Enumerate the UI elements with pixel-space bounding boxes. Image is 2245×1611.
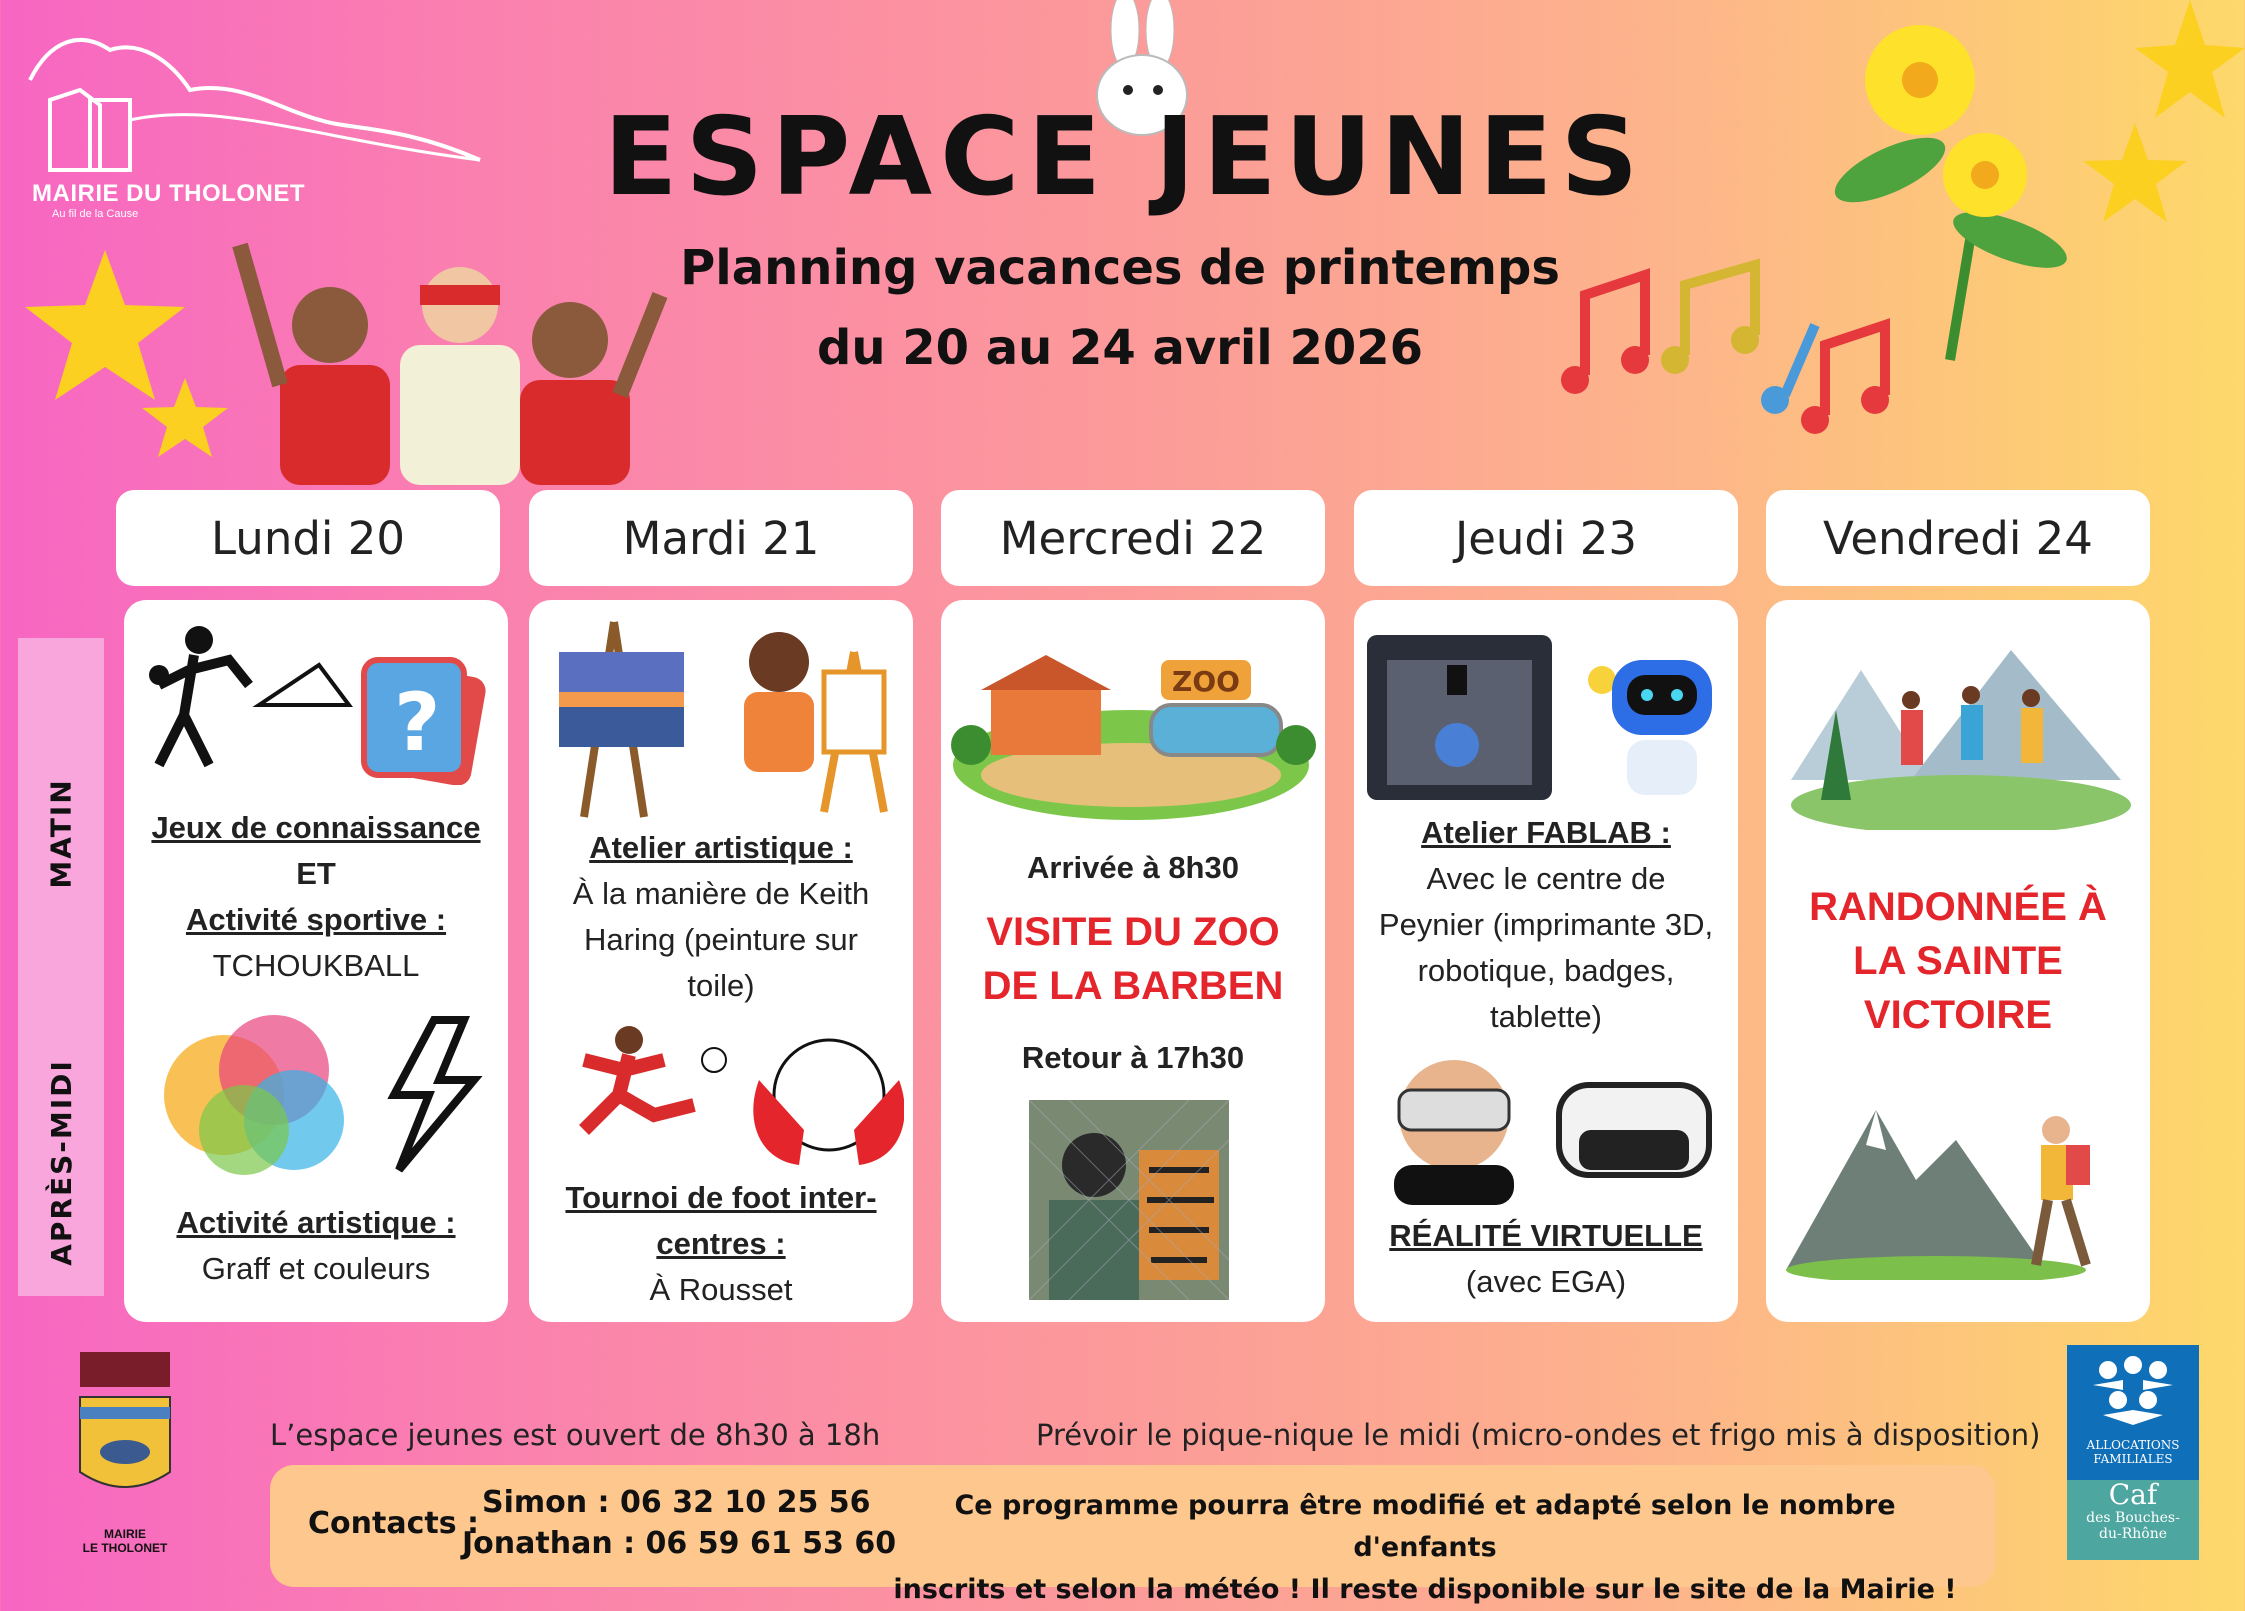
caf-name: Caf <box>2108 1478 2158 1511</box>
mountain-hiker-icon <box>1786 1090 2126 1280</box>
zoo-visitor-tiger-icon <box>1029 1100 1229 1300</box>
tholonet-crest-icon <box>75 1352 175 1522</box>
3d-printer-robot-icon <box>1362 630 1732 800</box>
caf-region-panel <box>2067 1480 2199 1560</box>
page-dates: du 20 au 24 avril 2026 <box>816 320 1424 376</box>
day-header-lundi: Lundi 20 <box>116 490 500 586</box>
zoo-icon <box>951 635 1316 825</box>
tchoukball-icon <box>139 615 509 785</box>
program-notice <box>880 1485 1970 1611</box>
mardi-foot-title-1: Tournoi de foot inter- <box>565 1180 877 1215</box>
zoo-sign-label: ZOO <box>1172 665 1240 698</box>
caf-family-icon <box>2083 1355 2183 1430</box>
color-splash-icon <box>144 1000 494 1190</box>
day-card-mardi <box>529 600 913 1322</box>
mardi-foot-title-2: centres : <box>656 1226 786 1261</box>
jeudi-fablab-desc-1: Avec le centre de <box>1426 861 1666 896</box>
program-notice-line-1: Ce programme pourra être modifié et adapté selon le nombre d'enfants <box>954 1490 1896 1563</box>
opening-hours: L’espace jeunes est ouvert de 8h30 à 18h <box>270 1418 881 1452</box>
mairie-tagline: Au fil de la Cause <box>52 208 139 220</box>
day-header-vendredi: Vendredi 24 <box>1766 490 2150 586</box>
lundi-sport-name: TCHOUKBALL <box>212 948 420 983</box>
vendredi-hike-title-2: LA SAINTE <box>1853 939 2063 983</box>
day-header-mercredi: Mercredi 22 <box>941 490 1325 586</box>
day-card-mercredi <box>941 600 1325 1322</box>
mercredi-trip-title-1: VISITE DU ZOO <box>986 910 1280 954</box>
mardi-art-title: Atelier artistique : <box>589 830 853 865</box>
period-morning-tab <box>18 638 104 1028</box>
crest-caption-line-1: MAIRIE <box>104 1527 146 1541</box>
period-afternoon-label: APRÈS-MIDI <box>44 1058 78 1266</box>
day-card-jeudi <box>1354 600 1738 1322</box>
caf-logo <box>2067 1345 2199 1560</box>
page-title: ESPACE JEUNES <box>603 95 1647 220</box>
hikers-icon <box>1791 630 2131 830</box>
caf-region-line-1: des Bouches- <box>2086 1510 2180 1526</box>
crest-caption <box>62 1527 188 1555</box>
star-icon <box>140 375 230 460</box>
football-icon <box>544 1020 904 1170</box>
mardi-art-desc-3: toile) <box>687 968 755 1003</box>
lundi-activity-title: Jeux de connaissance <box>151 810 481 845</box>
vr-headset-icon <box>1379 1045 1719 1205</box>
jeudi-fablab-title: Atelier FABLAB : <box>1421 815 1671 850</box>
music-notes-icon <box>1555 255 1895 435</box>
day-header-mardi: Mardi 21 <box>529 490 913 586</box>
vendredi-hike-title-1: RANDONNÉE À <box>1809 885 2107 929</box>
jeudi-fablab-desc-3: robotique, badges, <box>1417 953 1675 988</box>
cheering-kids-icon <box>220 215 670 485</box>
jeudi-vr-title: RÉALITÉ VIRTUELLE <box>1389 1218 1703 1253</box>
mercredi-return: Retour à 17h30 <box>1021 1040 1245 1075</box>
lundi-art-desc: Graff et couleurs <box>201 1251 431 1286</box>
jeudi-fablab-desc-2: Peynier (imprimante 3D, <box>1378 907 1714 942</box>
star-icon <box>2080 120 2190 225</box>
page-subtitle: Planning vacances de printemps <box>680 240 1560 296</box>
day-card-vendredi <box>1766 600 2150 1322</box>
mercredi-arrival: Arrivée à 8h30 <box>1027 850 1239 885</box>
lundi-sport-title: Activité sportive : <box>185 902 447 937</box>
mairie-name: MAIRIE DU THOLONET <box>32 180 305 207</box>
picnic-notice: Prévoir le pique-nique le midi (micro-ondes et frigo mis à disposition) <box>1036 1418 2041 1452</box>
contacts-label: Contacts : <box>308 1506 479 1541</box>
caf-region-line-2: du-Rhône <box>2099 1526 2167 1542</box>
lundi-and: ET <box>296 856 336 891</box>
period-morning-label: MATIN <box>44 777 78 889</box>
star-icon <box>2120 0 2245 130</box>
painting-easel-icon <box>554 612 894 822</box>
program-notice-line-2: inscrits et selon la météo ! Il reste disponible sur le site de la Mairie ! <box>893 1574 1957 1605</box>
crest-caption-line-2: LE THOLONET <box>82 1541 168 1555</box>
caf-top-line-1: ALLOCATIONS <box>2086 1438 2180 1452</box>
mardi-foot-place: À Rousset <box>649 1272 793 1307</box>
vendredi-hike-title-3: VICTOIRE <box>1863 993 2053 1037</box>
jeudi-fablab-desc-4: tablette) <box>1489 999 1602 1034</box>
period-afternoon-tab <box>18 1028 104 1296</box>
day-card-lundi <box>124 600 508 1322</box>
contact-jonathan: Jonathan : 06 59 61 53 60 <box>462 1526 897 1561</box>
mardi-art-desc-1: À la manière de Keith <box>572 876 870 911</box>
day-header-jeudi: Jeudi 23 <box>1354 490 1738 586</box>
lundi-art-title: Activité artistique : <box>176 1205 456 1240</box>
contact-simon: Simon : 06 32 10 25 56 <box>482 1485 871 1520</box>
svg-text:?: ? <box>394 676 441 769</box>
mardi-art-desc-2: Haring (peinture sur <box>584 922 858 957</box>
caf-top-line-2: FAMILIALES <box>2093 1452 2173 1466</box>
mercredi-trip-title-2: DE LA BARBEN <box>982 964 1284 1008</box>
jeudi-vr-partner: (avec EGA) <box>1465 1264 1627 1299</box>
